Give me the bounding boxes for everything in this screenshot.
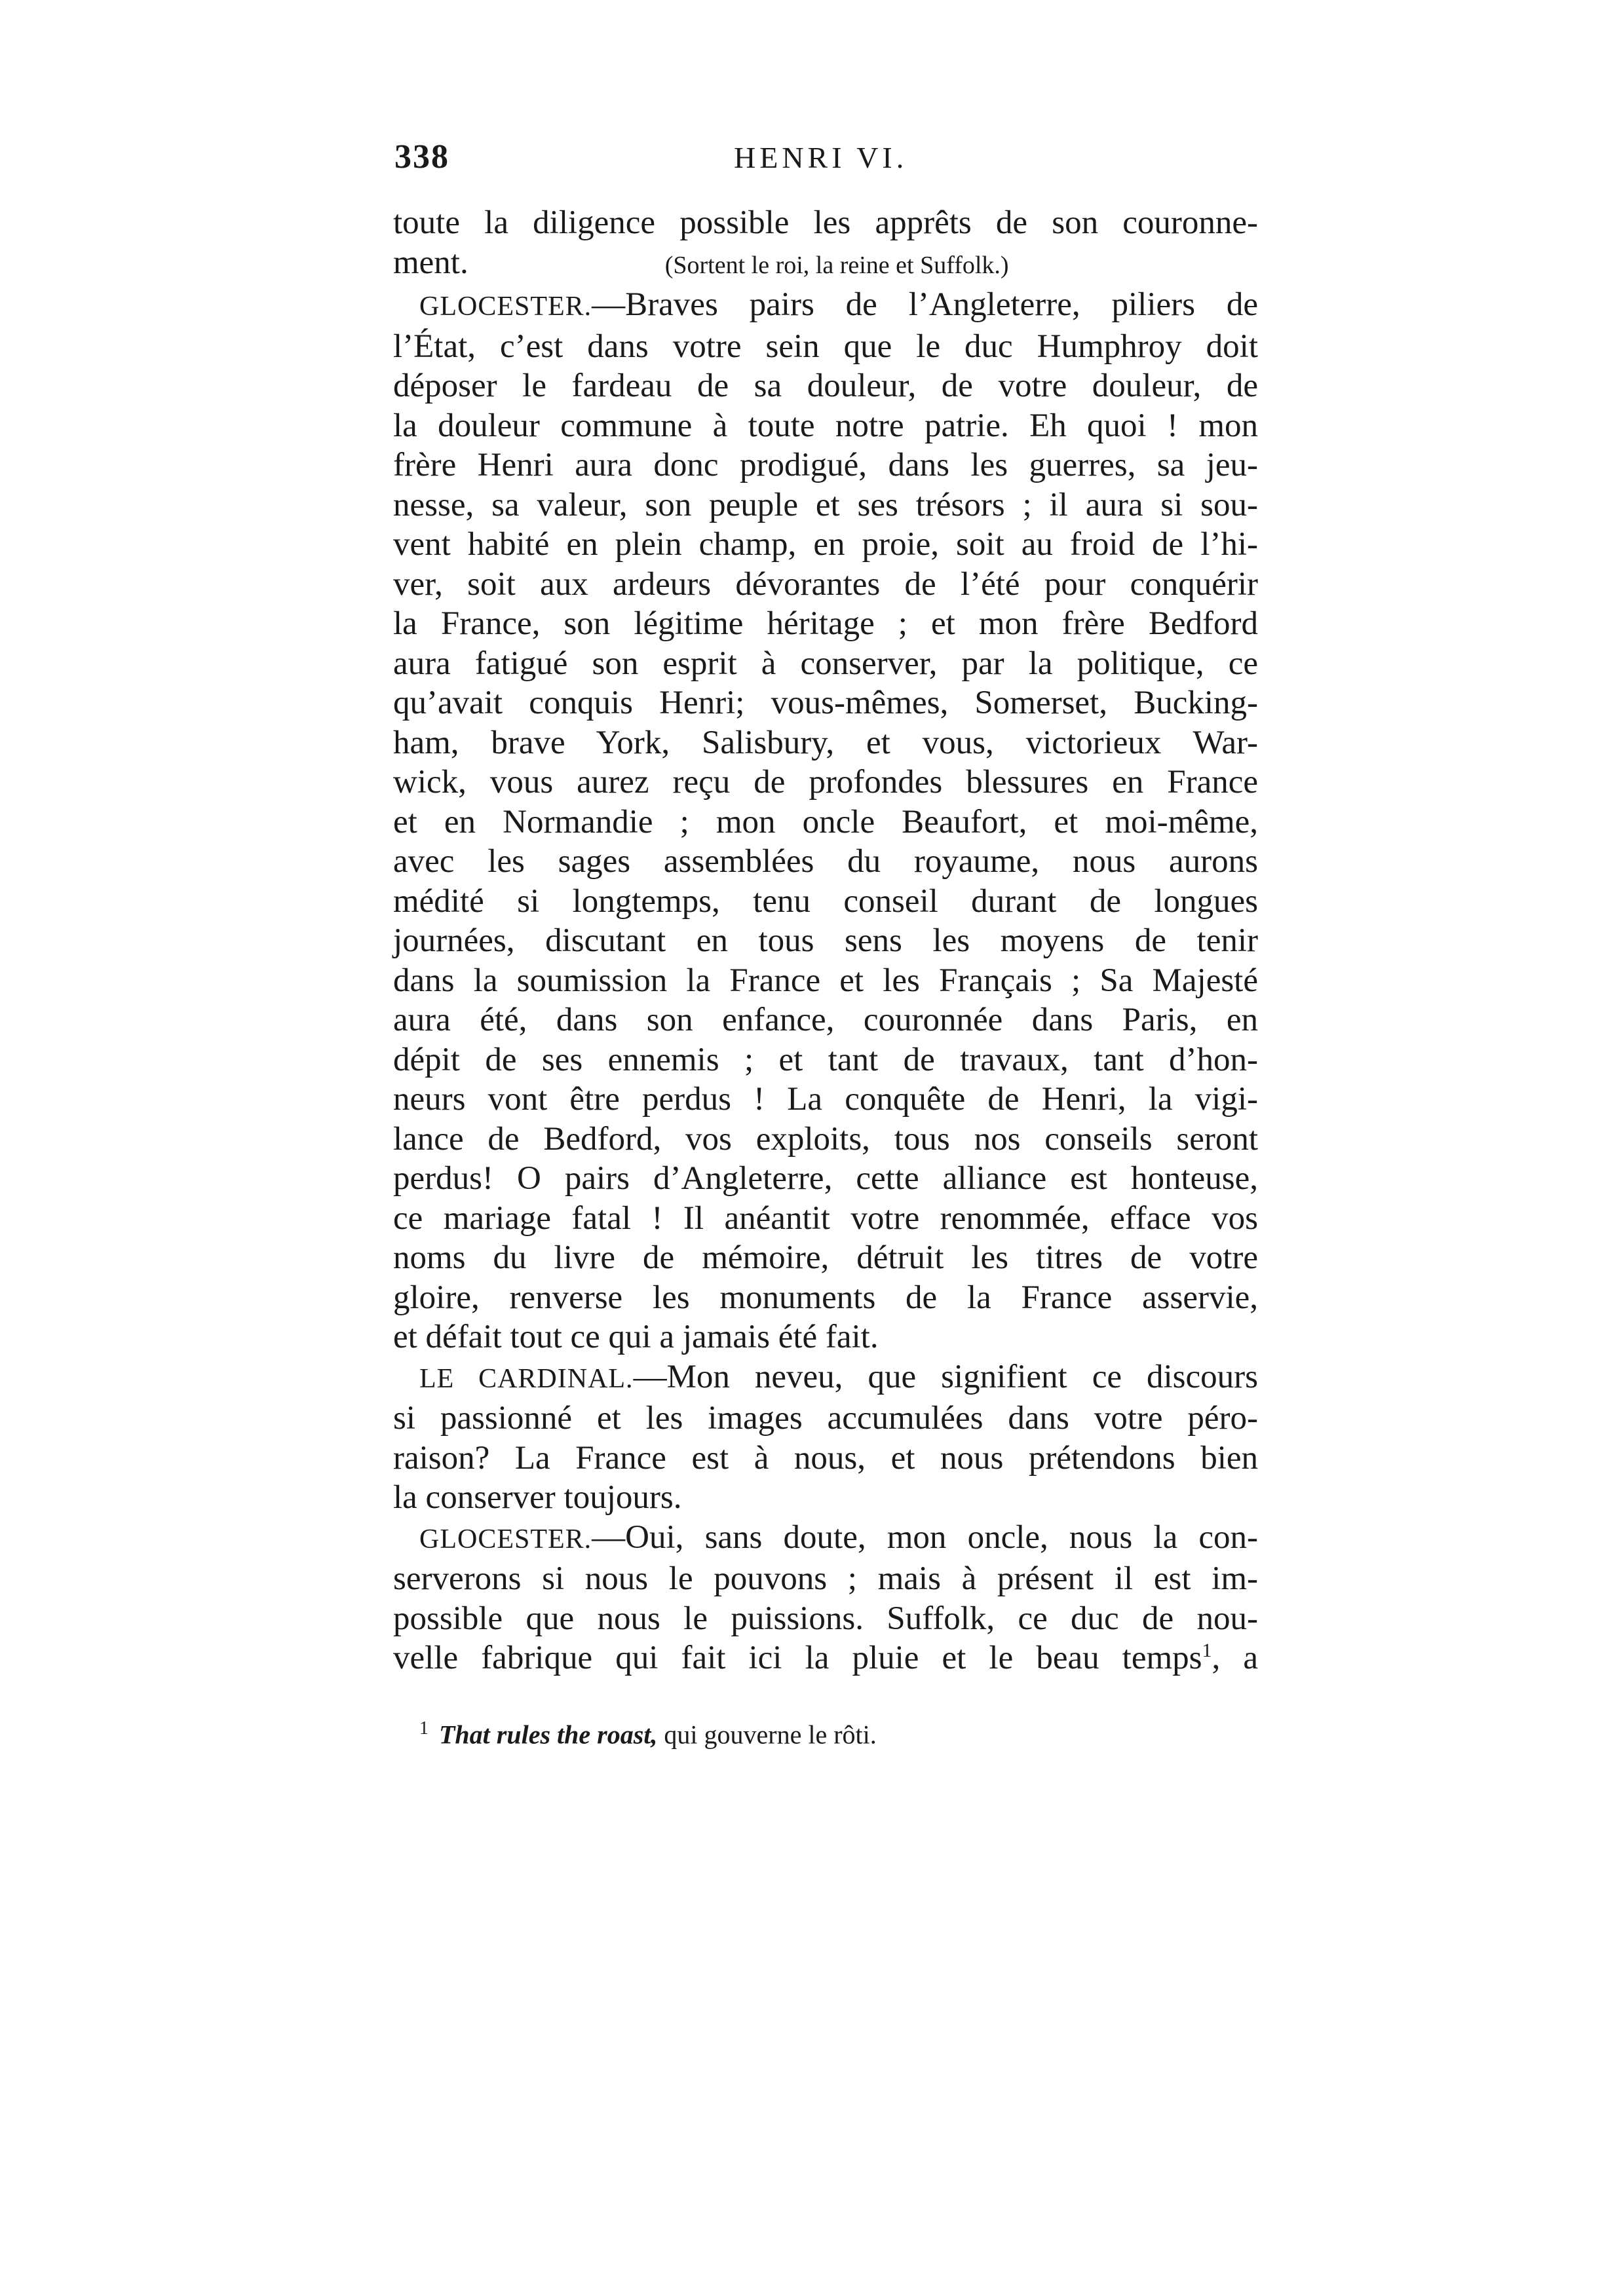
- text-line: vent habité en plein champ, en proie, soit au froid de l’hi-: [393, 526, 1258, 563]
- text-line: nesse, sa valeur, son peuple et ses trésors ; il aura si sou-: [393, 486, 1258, 523]
- text-line: aura été, dans son enfance, couronnée dans Paris, en: [393, 1002, 1258, 1038]
- text-line: ham, brave York, Salisbury, et vous, victorieux War-: [393, 724, 1258, 761]
- text-line: [393, 1638, 1258, 1678]
- paragraph-continuation: [393, 203, 1258, 285]
- speech-glocester-2: [393, 1518, 1258, 1678]
- text-fragment: —Braves pairs de l’Angleterre, piliers de: [592, 286, 1258, 323]
- speaker-name: LE CARDINAL.: [419, 1363, 634, 1394]
- running-head: [393, 138, 1258, 203]
- text-line: la conserver toujours.: [393, 1479, 682, 1516]
- text-line: si passionné et les images accumulées dans votre péro-: [393, 1400, 1258, 1437]
- text-line: dépit de ses ennemis ; et tant de travaux, tant d’hon-: [393, 1041, 1258, 1078]
- text-line: perdus! O pairs d’Angleterre, cette alliance est honteuse,: [393, 1160, 1258, 1197]
- text-line: la douleur commune à toute notre patrie. Eh quoi ! mon: [393, 407, 1258, 444]
- text-line: possible que nous le puissions. Suffolk, ce duc de nou-: [393, 1600, 1258, 1637]
- speaker-name: GLOCESTER.: [419, 292, 592, 322]
- text-line: aura fatigué son esprit à conserver, par la politique, ce: [393, 645, 1258, 682]
- text-line: frère Henri aura donc prodigué, dans les guerres, sa jeu-: [393, 447, 1258, 483]
- stage-direction: (Sortent le roi, la reine et Suffolk.): [664, 251, 1009, 279]
- text-line: toute la diligence possible les apprêts de son couronne-: [393, 204, 1258, 241]
- page-number: 338: [394, 138, 449, 176]
- text-fragment: —Mon neveu, que signifient ce discours: [633, 1358, 1258, 1395]
- running-title: HENRI VI.: [734, 141, 908, 174]
- text-line: [393, 285, 1258, 327]
- text-line: gloire, renverse les monuments de la France asservie,: [393, 1279, 1258, 1316]
- speaker-name: GLOCESTER.: [419, 1524, 592, 1554]
- text-line: médité si longtemps, tenu conseil durant de longues: [393, 882, 1258, 920]
- text-line: l’État, c’est dans votre sein que le duc Humphroy doit: [393, 328, 1258, 365]
- text-line: la France, son légitime héritage ; et mon frère Bedford: [393, 605, 1258, 642]
- text-line: lance de Bedford, vos exploits, tous nos conseils seront: [393, 1120, 1258, 1157]
- text-fragment: —Oui, sans doute, mon oncle, nous la con-: [592, 1518, 1258, 1556]
- footnote-english-quote: That rules the roast,: [439, 1719, 658, 1749]
- text-line: et défait tout ce qui a jamais été fait.: [393, 1319, 879, 1355]
- text-line: noms du livre de mémoire, détruit les titres de votre: [393, 1239, 1258, 1276]
- text-line: wick, vous aurez reçu de profondes blessures en France: [393, 764, 1258, 800]
- footnote-mark: 1: [419, 1718, 429, 1739]
- text-line: [393, 243, 1258, 286]
- page: [393, 138, 1258, 1751]
- body-text: [393, 203, 1258, 1678]
- text-line: ver, soit aux ardeurs dévorantes de l’été pour conquérir: [393, 565, 1258, 603]
- text-line: [393, 1518, 1258, 1560]
- text-line: déposer le fardeau de sa douleur, de votre douleur, de: [393, 367, 1258, 404]
- text-line: serverons si nous le pouvons ; mais à présent il est im-: [393, 1560, 1258, 1597]
- speech-glocester-1: [393, 285, 1258, 1357]
- text-line: dans la soumission la France et les Français ; Sa Majesté: [393, 962, 1258, 999]
- text-fragment: ment.: [393, 244, 468, 281]
- text-fragment: , a: [1212, 1640, 1258, 1676]
- text-line: journées, discutant en tous sens les moyens de tenir: [393, 922, 1258, 959]
- text-line: raison? La France est à nous, et nous prétendons bien: [393, 1439, 1258, 1477]
- text-line: neurs vont être perdus ! La conquête de Henri, la vigi-: [393, 1081, 1258, 1118]
- footnote: [393, 1712, 1258, 1751]
- footnote-translation: qui gouverne le rôti.: [664, 1719, 877, 1749]
- text-line: qu’avait conquis Henri; vous-mêmes, Somerset, Bucking-: [393, 685, 1258, 721]
- speech-cardinal: [393, 1357, 1258, 1518]
- text-fragment: velle fabrique qui fait ici la pluie et le beau temps: [393, 1640, 1202, 1676]
- text-line: avec les sages assemblées du royaume, nous aurons: [393, 843, 1258, 880]
- text-line: ce mariage fatal ! Il anéantit votre renommée, efface vos: [393, 1199, 1258, 1237]
- footnote-reference: 1: [1202, 1640, 1212, 1661]
- text-line: et en Normandie ; mon oncle Beaufort, et moi-même,: [393, 803, 1258, 840]
- text-line: [393, 1357, 1258, 1399]
